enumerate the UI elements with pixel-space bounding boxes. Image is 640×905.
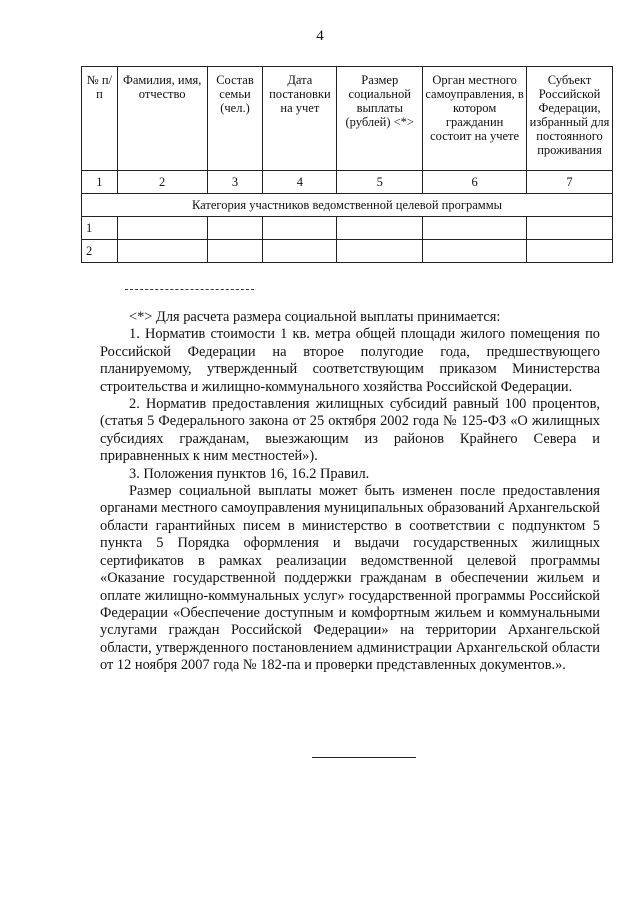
empty-cell xyxy=(117,217,207,240)
empty-cell xyxy=(117,240,207,263)
footnote-separator xyxy=(125,289,254,290)
empty-cell xyxy=(337,240,423,263)
page-number: 4 xyxy=(316,28,324,44)
column-number: 3 xyxy=(207,171,263,194)
header-cell-name: Фамилия, имя, отчество xyxy=(117,67,207,171)
empty-cell xyxy=(207,240,263,263)
category-row xyxy=(82,194,613,217)
header-cell-family: Состав семьи (чел.) xyxy=(207,67,263,171)
participants-table xyxy=(81,66,613,263)
empty-cell xyxy=(527,240,613,263)
category-cell: Категория участников ведомственной целевой программы xyxy=(82,194,613,217)
column-number-row xyxy=(82,171,613,194)
end-separator xyxy=(312,757,416,758)
header-cell-payment: Размер социальной выплаты (рублей) <*> xyxy=(337,67,423,171)
column-number: 6 xyxy=(423,171,527,194)
column-number: 4 xyxy=(263,171,337,194)
footnote-item-1: 1. Норматив стоимости 1 кв. метра общей площади жилого помещения по Российской Федерации на второе полугодие года, предшествующего планируемому, утвержденный соответствующим приказом Министерства строительства и жилищно-коммунального хозяйства Российской Федерации. xyxy=(100,326,600,395)
empty-cell xyxy=(337,217,423,240)
row-number: 1 xyxy=(82,217,118,240)
footnote-item-3: 3. Положения пунктов 16, 16.2 Правил. xyxy=(129,465,370,482)
empty-cell xyxy=(263,217,337,240)
header-cell-region: Субъект Российской Федерации, избранный для постоянного проживания xyxy=(527,67,613,171)
footnote-item-2: 2. Норматив предоставления жилищных субсидий равный 100 процентов, (статья 5 Федерального закона от 25 октября 2002 года № 125-ФЗ «О жилищных субсидиях гражданам, выезжающим из районов Крайнего Севера и приравненных к ним местностей»). xyxy=(100,396,600,465)
header-cell-num: № п/п xyxy=(82,67,118,171)
empty-cell xyxy=(527,217,613,240)
header-cell-date: Дата постановки на учет xyxy=(263,67,337,171)
row-number: 2 xyxy=(82,240,118,263)
footnote-section xyxy=(100,309,600,675)
column-number: 1 xyxy=(82,171,118,194)
header-cell-authority: Орган местного самоуправления, в котором гражданин состоит на учете xyxy=(423,67,527,171)
empty-cell xyxy=(263,240,337,263)
table-header-row xyxy=(82,67,613,171)
empty-cell xyxy=(423,217,527,240)
empty-cell xyxy=(207,217,263,240)
table-row xyxy=(82,217,613,240)
column-number: 2 xyxy=(117,171,207,194)
footnote-paragraph: Размер социальной выплаты может быть изменен после предоставления органами местного самоуправления муниципальных образований Архангельской области гарантийных писем в министерство в соответствии с подпунктом 5 пункта 5 Порядка оформления и выдачи государственных жилищных сертификатов в рамках реализации ведомственной целевой программы «Оказание государственной поддержки гражданам в обеспечении жильем и оплате жилищно-коммунальных услуг» государственной программы Российской Федерации «Обеспечение доступным и комфортным жильем и коммунальными услугами граждан Российской Федерации» на территории Архангельской области, утвержденного постановлением администрации Архангельской области от 12 ноября 2007 года № 182-па и проверки представленных документов.». xyxy=(100,483,600,674)
footnote-intro: <*> Для расчета размера социальной выплаты принимается: xyxy=(129,309,501,325)
table-row xyxy=(82,240,613,263)
column-number: 7 xyxy=(527,171,613,194)
empty-cell xyxy=(423,240,527,263)
column-number: 5 xyxy=(337,171,423,194)
